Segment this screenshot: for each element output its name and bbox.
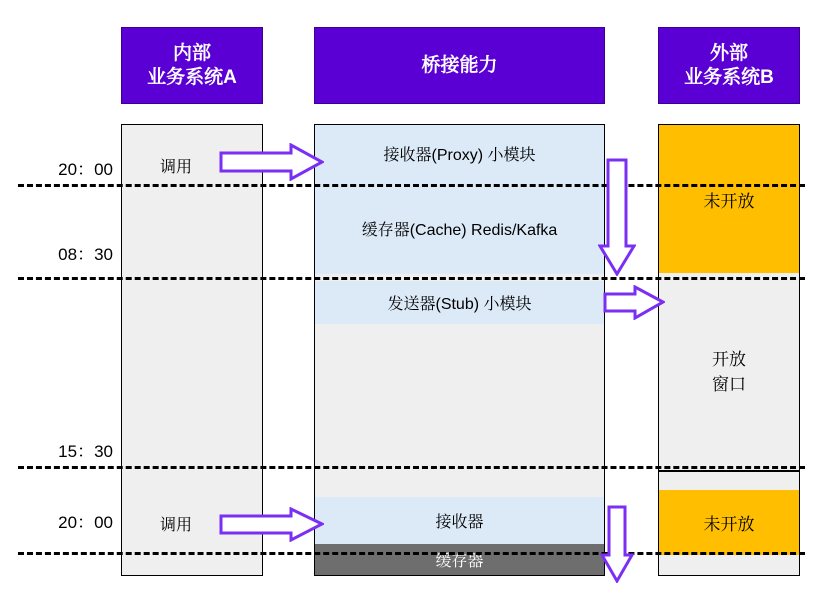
column-header-internal-line2: 业务系统A (147, 66, 237, 88)
external-block-open-window (659, 274, 799, 470)
call-label-bottom: 调用 (160, 517, 193, 534)
time-label-3: 15：30 (58, 442, 113, 461)
bridge-block-stub-label: 发送器(Stub) 小模块 (387, 296, 532, 313)
time-divider-1 (18, 184, 805, 187)
arrow-proxy2-to-cache2-down (600, 505, 634, 583)
arrow-call-to-proxy2 (219, 507, 324, 542)
bridge-block-proxy2 (315, 497, 604, 544)
external-block-closed-top (659, 125, 799, 273)
column-header-internal-line1: 内部 (172, 42, 211, 64)
bridge-block-proxy2-label: 接收器 (435, 514, 484, 531)
time-divider-4 (18, 552, 805, 555)
bridge-block-cache (315, 182, 604, 274)
external-block-closed-bottom-label: 未开放 (703, 515, 755, 534)
column-header-external-line1: 外部 (709, 42, 748, 64)
external-block-closed-bottom (659, 490, 799, 555)
arrow-stub-to-external (603, 285, 665, 320)
time-label-4: 20：00 (58, 513, 113, 532)
arrow-proxy-to-cache-down (598, 158, 636, 276)
time-divider-2 (18, 277, 805, 280)
bridge-block-stub (315, 281, 604, 324)
external-block-open-window-line2: 窗口 (712, 375, 746, 394)
bridge-block-proxy (315, 125, 604, 182)
external-block-closed-top-label: 未开放 (703, 191, 755, 211)
column-header-external (658, 27, 800, 104)
arrow-call-to-proxy (219, 143, 324, 181)
time-label-1: 20：00 (58, 160, 113, 179)
column-header-internal (121, 27, 263, 104)
bridge-block-cache-label: 缓存器(Cache) Redis/Kafka (361, 221, 558, 239)
time-divider-3 (18, 466, 805, 469)
bridge-block-proxy-label: 接收器(Proxy) 小模块 (383, 147, 536, 164)
bridge-block-cache2 (315, 544, 604, 575)
column-header-external-line2: 业务系统B (684, 66, 774, 88)
external-divider (658, 470, 800, 472)
call-label-top: 调用 (160, 159, 193, 176)
column-header-bridge (314, 27, 605, 104)
time-label-2: 08：30 (58, 245, 113, 264)
bridge-block-cache2-label: 缓存器 (435, 553, 484, 570)
column-header-bridge-line1: 桥接能力 (421, 54, 498, 76)
external-block-open-window-line1: 开放 (712, 349, 746, 369)
